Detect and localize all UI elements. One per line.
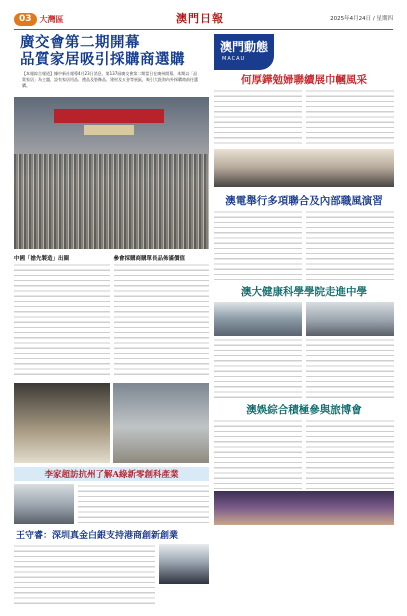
subarticle-1 (14, 252, 110, 379)
subarticle-2 (114, 252, 210, 379)
lee-article-title: 李家超訪抗州了解A綠新零創科產業 (44, 470, 179, 480)
main-headline-line1: 廣交會第二期開幕 (20, 34, 140, 51)
school-photo-1 (214, 302, 302, 336)
lee-article-text (78, 484, 209, 524)
lee-visit-photo (14, 484, 74, 524)
article1-body (214, 89, 394, 147)
sub-headline-2: 參會採購商購單長品佈滿價值 (113, 256, 186, 262)
article2-title: 澳電舉行多項聯合及內部職風演習 (225, 195, 383, 207)
wang-article-body (14, 544, 209, 604)
body-text-1 (14, 263, 110, 379)
page-header (0, 0, 407, 32)
canton-fair-photo (14, 97, 209, 249)
article3-title: 澳大健康科學學院走進中學 (241, 286, 367, 298)
header-rule (14, 29, 393, 30)
article2-body (214, 210, 394, 280)
article3-text-b (306, 338, 394, 398)
wang-portrait (159, 544, 209, 584)
article4-title: 澳娛綜合積極參與旅博會 (246, 404, 362, 416)
wang-article-text (14, 544, 155, 604)
section-marker (14, 12, 64, 26)
wang-article-title: 王守睿：深圳真金白銀支持港商創新創業 (16, 531, 179, 541)
body-text-2 (114, 263, 210, 379)
macau-header (214, 34, 394, 70)
article4-body (214, 419, 394, 489)
article1-text-a (214, 89, 302, 147)
fair-photos (14, 383, 209, 463)
macau-section-tag (214, 34, 274, 70)
main-headline-line2: 品質家居吸引採購商選購 (20, 51, 185, 68)
macau-tag-zh: 澳門動態 (220, 40, 269, 54)
lede-paragraph: 【本報綜合報道】據中新社報導4月23日消息，第137屆廣交會第二期當日在廣州開幕，本期以「品質家居」為主題，設有家居用品、禮品及裝飾品、建材及五金等展區，吸引大批海內外採購商前往選購。 (22, 71, 198, 88)
womens-assoc-photo (214, 149, 394, 187)
article2-text-a (214, 210, 302, 280)
article2-text-b (306, 210, 394, 280)
subarticle-row (14, 252, 209, 379)
article1-text-b (306, 89, 394, 147)
masthead-logo: 澳門日報 (176, 12, 224, 25)
article1-title: 何厚鏵勉婦聯續展巾幗風采 (241, 74, 367, 86)
article4-text-b (306, 419, 394, 489)
right-column (214, 34, 394, 609)
macau-tag-en: MACAU (222, 56, 246, 62)
lee-article-banner (14, 467, 209, 481)
left-column (14, 34, 209, 609)
issue-date: 2025年4月24日 / 星期四 (330, 16, 393, 22)
page-number: 03 (14, 13, 37, 26)
article3-text-a (214, 338, 302, 398)
article3-body (214, 338, 394, 398)
travel-expo-photo (214, 491, 394, 525)
lee-article-body (14, 484, 209, 524)
crowd-texture (14, 154, 209, 249)
fair-sign (84, 125, 134, 135)
sub-headline-1: 中國「搶先製造」出圈 (14, 256, 70, 262)
exhibit-photo-1 (14, 383, 110, 463)
exhibit-photo-2 (113, 383, 209, 463)
article3-photos (214, 302, 394, 336)
section-label: 大灣區 (39, 14, 64, 24)
article4-text-a (214, 419, 302, 489)
fair-banner (54, 109, 164, 123)
school-photo-2 (306, 302, 394, 336)
